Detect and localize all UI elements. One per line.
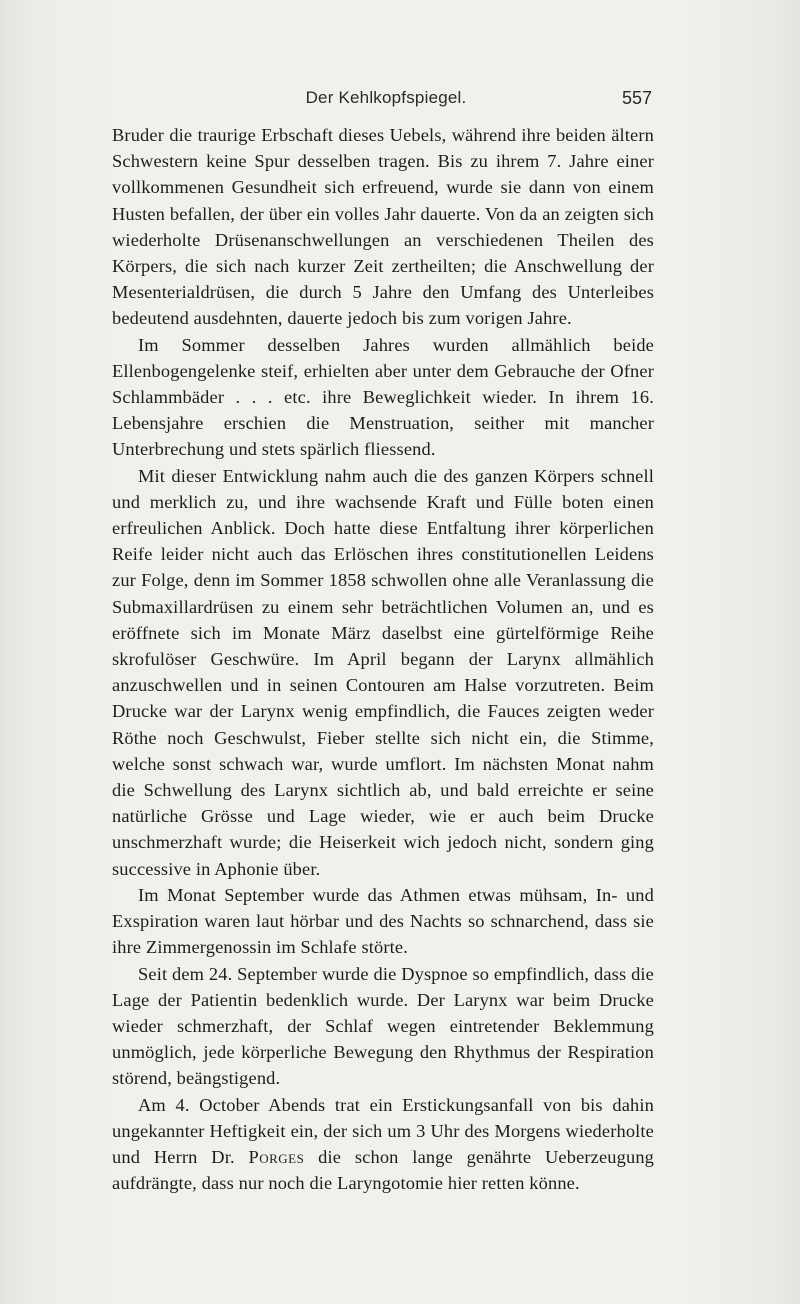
page-number: 557 <box>621 88 652 108</box>
paragraph-4: Im Monat September wurde das Athmen etwas mühsam, In- und Exspiration waren laut hörbar und des Nachts so schnarchend, dass sie ihre Zimmergenossin im Schlafe störte. <box>112 884 654 958</box>
paragraph-3: Mit dieser Entwicklung nahm auch die des ganzen Körpers schnell und merklich zu, und ihre wachsende Kraft und Fülle boten einen erfreulichen Anblick. Doch hatte diese Entfaltung ihrer körperlichen Reife leider nicht auch das Erlöschen ihres constitutionellen Leidens zur Folge, denn im Sommer 1858 schwollen ohne alle Veranlassung die Submaxillardrüsen zu einem sehr beträchtlichen Volumen an, und es eröffnete sich im Monate März daselbst eine gürtelförmige Reihe skrofulöser Geschwüre. Im April begann der Larynx allmählich anzuschwellen und in seinen Contouren am Halse vorzutreten. Beim Drucke war der Larynx wenig empfindlich, die Fauces zeigten weder Röthe noch Geschwulst, Fieber stellte sich nicht ein, die Stimme, welche sonst schwach war, wurde umflort. Im nächsten Monat nahm die Schwellung des Larynx sichtlich ab, und bald erreichte er seine natürliche Grösse und Lage wieder, wie er auch beim Drucke unschmerzhaft wurde; die Heiserkeit wich jedoch nicht, sondern ging successive in Aphonie über. <box>112 465 654 879</box>
paragraph-1: Bruder die traurige Erbschaft dieses Uebels, während ihre beiden ältern Schwestern keine Spur desselben tragen. Bis zu ihrem 7. Jahre einer vollkommenen Gesundheit sich erfreuend, wurde sie dann von einem Husten befallen, der über ein volles Jahr dauerte. Von da an zeigten sich wiederholte Drüsenanschwellungen an verschiedenen Theilen des Körpers, die sich nach kurzer Zeit zertheilten; die Anschwellung der Mesenterialdrüsen, die durch 5 Jahre den Umfang des Unterleibes bedeutend ausdehnten, dauerte jedoch bis zum vorigen Jahre. <box>112 125 654 329</box>
running-title: Der Kehlkopfspiegel. <box>305 88 467 107</box>
paragraph-6 <box>112 1092 654 1197</box>
body-text <box>112 122 654 1196</box>
paragraph-5: Seit dem 24. September wurde die Dyspnoe so empfindlich, dass die Lage der Patientin bedenklich wurde. Der Larynx war beim Drucke wieder schmerzhaft, der Schlaf wegen eintretender Beklemmung unmöglich, jede körperliche Bewegung den Rhythmus der Respiration störend, beängstigend. <box>112 963 654 1089</box>
page-header <box>112 88 660 116</box>
paragraph-6-text-after: die schon lange genährte Ueberzeugung aufdrängte, dass nur noch die Laryngotomie hier retten könne. <box>112 1146 655 1194</box>
person-name-porges: Porges <box>248 1146 305 1167</box>
paragraph-6-text-before: Am 4. October Abends trat ein Erstickungsanfall von bis dahin ungekannter Heftigkeit ein, der sich um 3 Uhr des Morgens wiederholte und Herrn Dr. <box>112 1094 654 1167</box>
paragraph-2: Im Sommer desselben Jahres wurden allmählich beide Ellenbogengelenke steif, erhielten aber unter dem Gebrauche der Ofner Schlammbäder . . . etc. ihre Beweglichkeit wieder. In ihrem 16. Lebensjahre erschien die Menstruation, seither mit mancher Unterbrechung und stets spärlich fliessend. <box>112 334 654 460</box>
